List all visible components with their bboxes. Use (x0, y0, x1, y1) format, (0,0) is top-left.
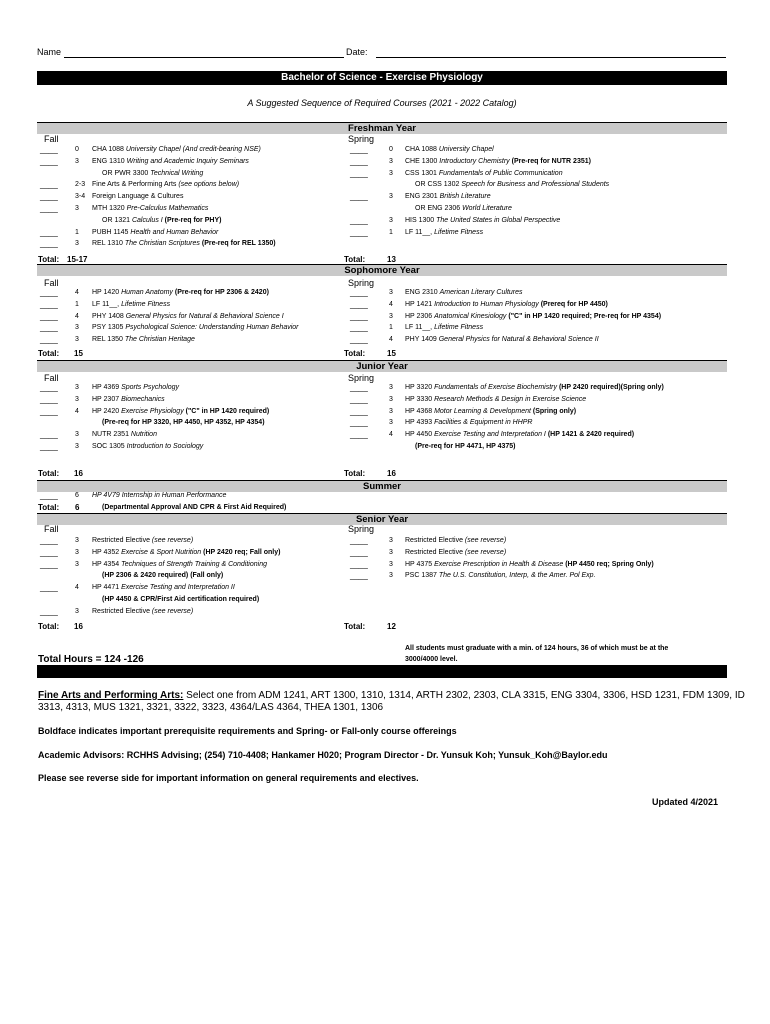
credit-blank[interactable]: ____ (350, 559, 368, 569)
summer-blank[interactable]: ____ (40, 491, 58, 500)
course-code: CSS 1301 (405, 169, 439, 177)
sophomore-total-spring: 15 (387, 349, 396, 358)
course-title: Speech for Business and Professional Students (461, 181, 610, 189)
course-title: Fundamentals of Public Communication (438, 169, 563, 177)
senior-total-spring: 12 (387, 622, 396, 631)
summer-total-label: Total: (38, 503, 60, 512)
grad-note-line2: 3000/4000 level. (405, 656, 458, 663)
course-hours: 3 (75, 560, 79, 568)
credit-blank[interactable]: ____ (40, 323, 58, 333)
course-title: Exercise & Sport Nutrition (121, 548, 204, 556)
course-title: Facilities & Equipment in HHPR (434, 419, 533, 427)
summer-total: 6 (75, 503, 80, 512)
course-hours: 3 (389, 193, 393, 201)
course-requirement: (see reverse) (151, 607, 194, 615)
course-line (405, 408, 576, 415)
course-hours: 3 (389, 169, 393, 177)
course-line (405, 289, 523, 296)
freshman-spring-label: Spring (348, 134, 375, 144)
credit-blank[interactable]: ____ (350, 323, 368, 333)
course-hours: 3 (75, 537, 79, 544)
course-requirement: (And credit-bearing NSE) (182, 146, 261, 153)
course-hours: 3 (75, 384, 79, 391)
course-title: Research Methods & Design in Exercise Science (434, 395, 587, 403)
course-line (92, 313, 284, 320)
course-requirement: (see reverse) (151, 537, 194, 544)
course-title: The Christian Scriptures (124, 240, 202, 248)
course-hours: 3 (389, 537, 393, 544)
course-title: Introduction to Sociology (126, 443, 204, 450)
course-title: Exercise Testing and Interpretation I (434, 431, 548, 439)
course-title: Restricted Elective (92, 537, 152, 544)
course-hours: 4 (389, 300, 393, 308)
course-title: Human Anatomy (121, 289, 175, 296)
credit-blank[interactable]: ____ (40, 406, 58, 416)
course-code: PSY 1305 (92, 324, 126, 332)
course-title: Calculus I (131, 216, 165, 224)
course-title: Exercise Testing and Interpretation II (121, 584, 235, 592)
credit-blank[interactable]: ____ (40, 156, 58, 166)
credit-blank[interactable]: ____ (40, 442, 58, 451)
credit-blank[interactable]: ____ (40, 227, 58, 237)
course-code: SOC 1305 (92, 443, 127, 450)
course-hours: 1 (389, 228, 393, 236)
course-code: HP 1420 (92, 289, 122, 296)
course-hours: 4 (75, 289, 79, 296)
course-hours: 3 (389, 560, 393, 568)
course-code: HP 2306 (405, 312, 435, 320)
course-requirement: (HP 2306 & 2420 required) (Fall only) (102, 572, 224, 580)
page-subtitle: A Suggested Sequence of Required Courses (2021 - 2022 Catalog) (247, 98, 517, 108)
credit-blank[interactable]: ____ (350, 394, 368, 404)
summer-hours: 6 (75, 492, 79, 499)
course-title: Restricted Elective (92, 607, 152, 615)
credit-blank[interactable]: ____ (350, 192, 368, 202)
course-hours: 4 (75, 312, 79, 320)
course-line (405, 537, 506, 544)
course-line (405, 336, 599, 343)
summer-requirement: (Departmental Approval AND CPR & First Aid Required) (102, 504, 287, 511)
name-label: Name (37, 47, 62, 57)
credit-blank[interactable]: ____ (40, 547, 58, 557)
course-title: Lifetime Fitness (121, 300, 171, 308)
course-hours: 3 (389, 216, 393, 224)
course-hours: 3 (75, 336, 79, 344)
credit-blank[interactable]: ____ (350, 536, 368, 545)
course-title: General Physics for Natural & Behavioral Science I (125, 312, 284, 320)
course-hours: 3 (75, 607, 79, 615)
course-title: University Chapel (125, 146, 183, 153)
course-code: LF 11__, (405, 228, 435, 236)
course-requirement: ("C" in HP 1420 required; Pre-req for HP 4354) (508, 312, 662, 320)
course-line (92, 205, 208, 212)
course-line (92, 193, 183, 200)
course-hours: 3 (75, 443, 79, 450)
course-hours: 3 (389, 384, 393, 391)
course-code: PHY 1409 (405, 336, 439, 344)
course-code: HP 4393 (405, 419, 435, 427)
fine-arts-line2: 3313, 4313, MUS 1321, 3321, 3322, 3323, 4364/LAS 4364, THEA 1301, 1306 (38, 702, 384, 713)
course-line (405, 146, 494, 153)
credit-blank[interactable]: ____ (350, 215, 368, 225)
junior-total-label: Total: (38, 469, 60, 478)
credit-blank[interactable]: ____ (40, 145, 58, 154)
course-line (92, 240, 276, 247)
course-line (92, 431, 157, 438)
credit-blank[interactable]: ____ (40, 239, 58, 249)
junior-total-label-spring: Total: (344, 469, 366, 478)
course-title: Nutrition (130, 431, 157, 439)
course-title: Anatomical Kinesiology (434, 312, 509, 320)
updated-date: Updated 4/2021 (652, 797, 719, 807)
course-title: The United States in Global Perspective (436, 216, 561, 224)
course-code: REL 1310 (92, 240, 125, 248)
junior-total-spring: 16 (387, 469, 396, 478)
course-hours: 3 (389, 289, 393, 296)
credit-blank[interactable]: ____ (40, 606, 58, 616)
course-hours: 3 (389, 395, 393, 403)
course-line (415, 443, 516, 450)
course-hours: 3 (75, 548, 79, 556)
course-title: Pre-Calculus Mathematics (126, 205, 209, 212)
junior-header: Junior Year (37, 360, 727, 372)
course-hours: 3 (75, 324, 79, 332)
course-requirement: ("C" in HP 1420 required) (185, 407, 270, 415)
course-line (102, 419, 265, 426)
course-title: Motor Learning & Development (434, 407, 533, 415)
course-line (92, 181, 239, 188)
course-code: REL 1350 (92, 336, 125, 344)
credit-blank[interactable]: ____ (350, 418, 368, 428)
course-title: World Literature (462, 205, 512, 212)
fine-arts-label: Fine Arts and Performing Arts: (38, 690, 184, 701)
sophomore-total-label: Total: (38, 349, 60, 358)
course-title: Introductory Chemistry (439, 157, 512, 165)
boldface-note: Boldface indicates important prerequisite requirements and Spring- or Fall-only course offereings (38, 726, 457, 736)
course-hours: 1 (389, 324, 393, 332)
credit-blank[interactable]: ____ (40, 192, 58, 202)
course-title: Exercise Physiology (121, 407, 186, 415)
course-line (405, 193, 491, 200)
course-code: HIS 1300 (405, 216, 437, 224)
course-title: American Literary Cultures (439, 289, 523, 296)
course-code: LF 11__, (92, 300, 122, 308)
course-requirement: (Pre-req for HP 2306 & 2420) (174, 289, 269, 296)
course-line (405, 229, 483, 236)
senior-total-label-spring: Total: (344, 622, 366, 631)
course-requirement: (HP 4450 req; Spring Only) (565, 560, 654, 568)
page-title: Bachelor of Science - Exercise Physiology (37, 71, 727, 85)
course-line (405, 396, 586, 403)
course-line (92, 324, 299, 331)
course-code: HP 4471 (92, 584, 122, 592)
course-line (92, 584, 235, 591)
name-field[interactable] (64, 57, 344, 58)
course-code: HP 4354 (92, 560, 122, 568)
course-requirement: (see reverse) (464, 548, 507, 556)
credit-blank[interactable]: ____ (40, 311, 58, 321)
course-hours: 3 (75, 205, 79, 212)
course-line (92, 443, 203, 450)
freshman-fall-label: Fall (44, 134, 59, 144)
course-title: Fundamentals of Exercise Biochemistry (434, 384, 559, 391)
course-requirement: (HP 1421 & 2420 required) (547, 431, 635, 439)
credit-blank[interactable]: ____ (350, 430, 368, 440)
course-hours: 2-3 (75, 181, 86, 189)
sophomore-total-fall: 15 (74, 349, 83, 358)
course-title: University Chapel (438, 146, 494, 153)
course-title: Exercise Prescription in Health & Disease (434, 560, 566, 568)
credit-blank[interactable]: ____ (40, 335, 58, 345)
course-title: Psychological Science: Understanding Human Behavior (125, 324, 299, 332)
course-hours: 4 (75, 407, 79, 415)
junior-total-fall: 16 (74, 469, 83, 478)
total-hours: Total Hours = 124 -126 (38, 654, 144, 665)
course-hours: 3 (75, 240, 79, 248)
course-code: NUTR 2351 (92, 431, 131, 439)
credit-blank[interactable]: ____ (350, 145, 368, 154)
course-line (102, 596, 259, 603)
course-line (92, 608, 193, 615)
course-title: Techniques of Strength Training & Conditioning (121, 560, 267, 568)
course-requirement: (Pre-req for HP 3320, HP 4450, HP 4352, HP 4354) (102, 419, 265, 427)
course-line (405, 313, 661, 320)
course-line (92, 229, 218, 236)
course-requirement: (HP 2420 req; Fall only) (203, 548, 281, 556)
course-line (92, 561, 267, 568)
course-code: ENG 2301 (405, 193, 440, 201)
course-hours: 3 (389, 548, 393, 556)
credit-blank[interactable]: ____ (350, 311, 368, 321)
summer-header: Summer (37, 480, 727, 492)
course-code: OR PWR 3300 (102, 169, 151, 177)
credit-blank[interactable]: ____ (350, 335, 368, 345)
course-hours: 3 (389, 419, 393, 427)
course-hours: 1 (75, 300, 79, 308)
course-hours: 3 (389, 312, 393, 320)
course-title: Writing and Academic Inquiry Seminars (126, 157, 249, 165)
course-code: HP 4369 (92, 384, 122, 391)
course-requirement: (HP 2420 required)(Spring only) (558, 384, 664, 391)
credit-blank[interactable]: ____ (350, 168, 368, 178)
course-hours: 4 (75, 584, 79, 592)
grad-note-line1: All students must graduate with a min. of 124 hours, 36 of which must be at the (405, 645, 669, 652)
credit-blank[interactable]: ____ (40, 299, 58, 309)
course-code: HP 3320 (405, 384, 435, 391)
course-code: CHA 1088 (405, 146, 439, 153)
course-title: Lifetime Fitness (434, 324, 484, 332)
credit-blank[interactable]: ____ (40, 204, 58, 213)
course-line (102, 170, 203, 177)
course-code: MTH 1320 (92, 205, 127, 212)
course-code: ENG 1310 (92, 157, 127, 165)
course-code: CHE 1300 (405, 157, 440, 165)
credit-blank[interactable]: ____ (40, 583, 58, 593)
course-title: Biomechanics (121, 395, 165, 403)
junior-spring-label: Spring (348, 373, 375, 383)
course-code: HP 2420 (92, 407, 122, 415)
course-requirement: (Prereq for HP 4450) (540, 300, 608, 308)
course-title: Sports Psychology (121, 384, 180, 391)
course-line (92, 384, 179, 391)
course-line (405, 170, 563, 177)
academic-advisors: Academic Advisors: RCHHS Advising; (254) 710-4408; Hankamer H020; Program Director - Dr. Yunsuk Koh; Yunsuk_Koh@Baylor.edu (38, 750, 608, 760)
course-title: British Literature (439, 193, 491, 201)
credit-blank[interactable]: ____ (40, 383, 58, 392)
course-line (92, 146, 261, 153)
course-requirement: (Pre-req for REL 1350) (201, 240, 276, 248)
footer-bar (37, 665, 727, 678)
course-line (92, 408, 269, 415)
course-hours: 3-4 (75, 193, 86, 201)
course-title: Introduction to Human Physiology (434, 300, 541, 308)
course-code: PUBH 1145 (92, 228, 131, 236)
freshman-total-spring: 13 (387, 255, 396, 264)
course-line (405, 549, 506, 556)
course-code: OR CSS 1302 (415, 181, 462, 189)
course-code: ENG 2310 (405, 289, 440, 296)
senior-header: Senior Year (37, 513, 727, 525)
course-title: Fine Arts & Performing Arts (92, 181, 179, 189)
junior-fall-label: Fall (44, 373, 59, 383)
credit-blank[interactable]: ____ (40, 180, 58, 190)
course-hours: 1 (75, 228, 79, 236)
course-line (92, 537, 193, 544)
course-line (415, 181, 609, 188)
course-hours: 0 (389, 146, 393, 153)
course-requirement: (Pre-req for HP 4471, HP 4375) (415, 443, 516, 450)
course-line (405, 384, 664, 391)
course-requirement: (Spring only) (532, 407, 577, 415)
credit-blank[interactable]: ____ (40, 430, 58, 440)
course-line (405, 561, 654, 568)
credit-blank[interactable]: ____ (350, 571, 368, 581)
course-line (102, 217, 221, 224)
sophomore-fall-label: Fall (44, 278, 59, 288)
sophomore-total-label-spring: Total: (344, 349, 366, 358)
course-line (92, 301, 170, 308)
credit-blank[interactable]: ____ (350, 288, 368, 297)
course-line (405, 431, 634, 438)
freshman-header: Freshman Year (37, 122, 727, 134)
credit-blank[interactable]: ____ (350, 299, 368, 309)
credit-blank[interactable]: ____ (40, 536, 58, 545)
course-hours: 4 (389, 431, 393, 439)
course-requirement: (Pre-req for PHY) (164, 216, 222, 224)
course-code: HP 4368 (405, 407, 435, 415)
credit-blank[interactable]: ____ (40, 288, 58, 297)
course-line (405, 158, 591, 165)
course-code: CHA 1088 (92, 146, 126, 153)
course-requirement: (see options below) (178, 181, 240, 189)
course-hours: 3 (389, 157, 393, 165)
course-requirement: (HP 4450 & CPR/First Aid certification required) (102, 596, 260, 603)
course-requirement: (see reverse) (464, 537, 507, 544)
course-line (92, 396, 165, 403)
senior-spring-label: Spring (348, 524, 375, 534)
course-hours: 3 (75, 157, 79, 165)
course-code: HP 4375 (405, 560, 435, 568)
credit-blank[interactable]: ____ (40, 394, 58, 404)
course-code: HP 1421 (405, 300, 435, 308)
course-title: Foreign Language & Cultures (92, 193, 184, 201)
course-line (92, 289, 269, 296)
course-requirement: (Pre-req for NUTR 2351) (511, 157, 591, 165)
course-hours: 3 (75, 395, 79, 403)
course-title: Lifetime Fitness (434, 228, 484, 236)
credit-blank[interactable]: ____ (350, 227, 368, 237)
course-line (92, 336, 195, 343)
course-code: HP 2307 (92, 395, 122, 403)
reverse-note: Please see reverse side for important information on general requirements and electives. (38, 773, 419, 783)
fine-arts-options: Select one from ADM 1241, ART 1300, 1310, 1314, ARTH 2302, 2303, CLA 3315, ENG 3304, 3306, HSD 1231, FDM 1309, ID (183, 690, 745, 701)
course-line (92, 158, 249, 165)
course-title: The U.S. Constitution, Interp, & the Amer. Pol Exp. (438, 572, 596, 580)
course-line (415, 205, 512, 212)
course-hours: 0 (75, 146, 79, 153)
course-title: Health and Human Behavior (130, 228, 219, 236)
credit-blank[interactable]: ____ (350, 383, 368, 392)
senior-fall-label: Fall (44, 524, 59, 534)
course-title: Technical Writing (150, 169, 204, 177)
credit-blank[interactable]: ____ (350, 156, 368, 166)
credit-blank[interactable]: ____ (350, 547, 368, 557)
course-line (405, 419, 533, 426)
course-line (405, 572, 596, 579)
course-hours: 3 (389, 407, 393, 415)
course-line (405, 301, 608, 308)
course-code: HP 3330 (405, 395, 435, 403)
summer-course: HP 4V79 Internship in Human Performance (92, 492, 227, 499)
course-code: HP 4450 (405, 431, 435, 439)
course-hours: 4 (389, 336, 393, 344)
course-code: HP 4352 (92, 548, 122, 556)
course-hours: 3 (75, 431, 79, 439)
freshman-total-label: Total: (38, 255, 60, 264)
course-title: General Physics for Natural & Behavioral Science II (438, 336, 599, 344)
sophomore-header: Sophomore Year (37, 264, 727, 276)
fine-arts-line1 (38, 690, 745, 701)
senior-total-label: Total: (38, 622, 60, 631)
course-line (102, 572, 223, 579)
course-code: OR 1321 (102, 216, 132, 224)
course-line (405, 217, 560, 224)
course-line (92, 549, 280, 556)
credit-blank[interactable]: ____ (350, 406, 368, 416)
course-title: Restricted Elective (405, 548, 465, 556)
course-code: PSC 1387 (405, 572, 439, 580)
freshman-total-label-spring: Total: (344, 255, 366, 264)
course-title: The Christian Heritage (124, 336, 195, 344)
course-line (405, 324, 483, 331)
course-title: Restricted Elective (405, 537, 465, 544)
date-label: Date: (346, 47, 368, 57)
credit-blank[interactable]: ____ (40, 559, 58, 569)
course-code: OR ENG 2306 (415, 205, 463, 212)
sophomore-spring-label: Spring (348, 278, 375, 288)
course-hours: 3 (389, 572, 393, 580)
freshman-total-fall: 15-17 (67, 255, 88, 264)
course-code: PHY 1408 (92, 312, 126, 320)
date-field[interactable] (376, 57, 726, 58)
course-code: LF 11__, (405, 324, 435, 332)
senior-total-fall: 16 (74, 622, 83, 631)
